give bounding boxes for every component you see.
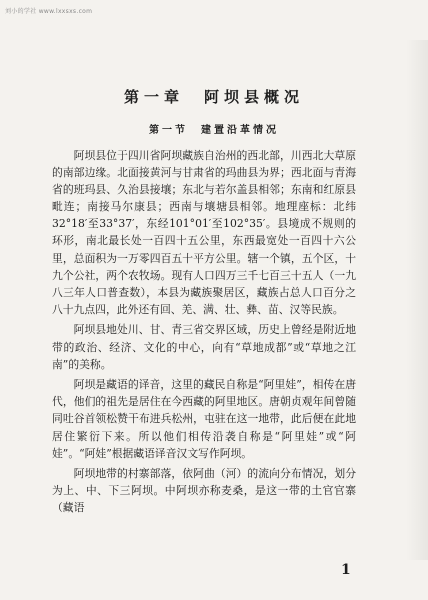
page-edge-shadow [406, 40, 428, 560]
paragraph: 阿坝是藏语的译音，这里的藏民自称是“阿里娃”，相传在唐代，他们的祖先是居住在今西藏的阿里地区。唐朝贞观年间曾随同吐谷首领松赞干布进兵松州，屯驻在这一地带，此后便在此地居住繁衍下来。所以他们相传沿袭自称是“阿里娃”或“阿娃”。“阿娃”根据藏语译音汉文写作阿坝。 [52, 378, 356, 460]
section-title: 第一节 建置沿革情况 [149, 125, 279, 136]
body-text [52, 147, 356, 520]
paragraph: 阿坝地带的村寨部落，依阿曲（河）的流向分布情况，划分为上、中、下三阿坝。中阿坝亦称麦桑，是这一带的土官官寨（藏语 [52, 467, 356, 515]
page-number: 1 [341, 562, 351, 578]
paragraph: 阿坝县位于四川省阿坝藏族自治州的西北部，川西北大草原的南部边缘。北面接黄河与甘肃省的玛曲县为界；西北面与青海省的班玛县、久治县接壤；东北与若尔盖县相邻；东南和红原县毗连；南接马尔康县；西南与壤塘县相邻。地理座标：北纬32°18′至33°37′，东经101°01′至102°35′。县境成不规则的环形，南北最长处一百四十五公里，东西最宽处一百四十六公里，总面积为一万零四百五十平方公里。辖一个镇，五个区，十九个公社，两个农牧场。现有人口四万三千七百三十五人（一九八三年人口普查数），本县为藏族聚居区，藏族占总人口百分之八十九点四，此外还有回、羌、满、壮、彝、苗、汉等民族。 [52, 149, 356, 316]
chapter-title: 第一章 阿坝县概况 [123, 88, 304, 106]
watermark: 刘小的学社 www.lxxsxs.com [5, 8, 93, 15]
paragraph: 阿坝县地处川、甘、青三省交界区域，历史上曾经是附近地带的政治、经济、文化的中心，向有“草地成都”或“草地之江南”的美称。 [52, 323, 356, 371]
